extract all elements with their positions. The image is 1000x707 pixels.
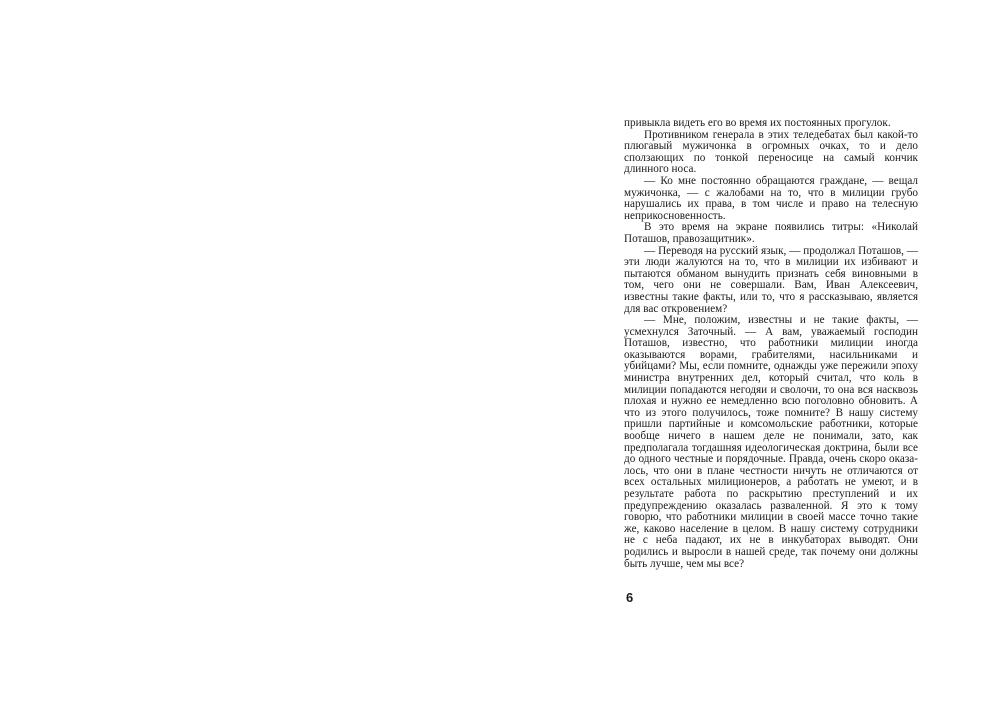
paragraph: — Переводя на русский язык, — продолжал Поташов, — эти люди жалуются на то, что в милиции их избивают и пытаются обманом вынудить признать себя виновными в том, чего они не совершали. Вам, Иван Алексеевич, известны такие факты, или то, что я рассказываю, является для вас откровением? — [624, 244, 918, 315]
paragraph: Противником генерала в этих теледебатах был какой-то плюгавый мужичонка в огромных очках, то и дело сползающих по тонкой переносице на самый кончик длинного носа. — [624, 128, 918, 176]
body-text — [624, 118, 918, 570]
page-number: 6 — [626, 590, 634, 605]
paragraph: — Ко мне постоянно обращаются граждане, — вещал мужичонка, — с жалобами на то, что в милиции грубо нарушались их права, в том числе и право на телесную неприкосновенность. — [624, 174, 918, 222]
book-page — [624, 118, 918, 570]
paragraph: — Мне, положим, известны и не такие факты, — усмехнулся Заточный. — А вам, уважаемый господин Поташов, известно, что работники милиции иногда оказываются ворами, грабителями, насильниками и убийцами? Мы, если помните, однажды уже пережили эпоху министра внутренних дел, который считал, что коль в милиции попадаются негодяи и сволочи, то она вся насквозь плохая и нужно ее немедленно всю поголовно обновить. А что из этого получилось, тоже помните? В нашу систему пришли партийные и комсомольские работники, которые вообще ничего в нашем деле не понимали, зато, как предполагала тогдашняя идеологическая доктрина, были все до одного честные и порядочные. Правда, очень скоро оказалось, что они в плане честности ничуть не отличаются от всех остальных милиционеров, а работать не умеют, и в результате работа по раскрытию преступлений и их предупреждению оказалась развалeнной. Я это к тому говорю, что работники милиции в своей массе точно такие же, каково население в целом. В нашу систему сотрудники не с неба падают, их не в инкубаторах выводят. Они родились и выросли в нашей среде, так почему они должны быть лучше, чем мы все? — [624, 314, 918, 570]
paragraph-continuation: привыкла видеть его во время их постоянных прогулок. — [624, 117, 891, 129]
paragraph: В это время на экране появились титры: «Николай Поташов, правозащитник». — [624, 221, 918, 245]
